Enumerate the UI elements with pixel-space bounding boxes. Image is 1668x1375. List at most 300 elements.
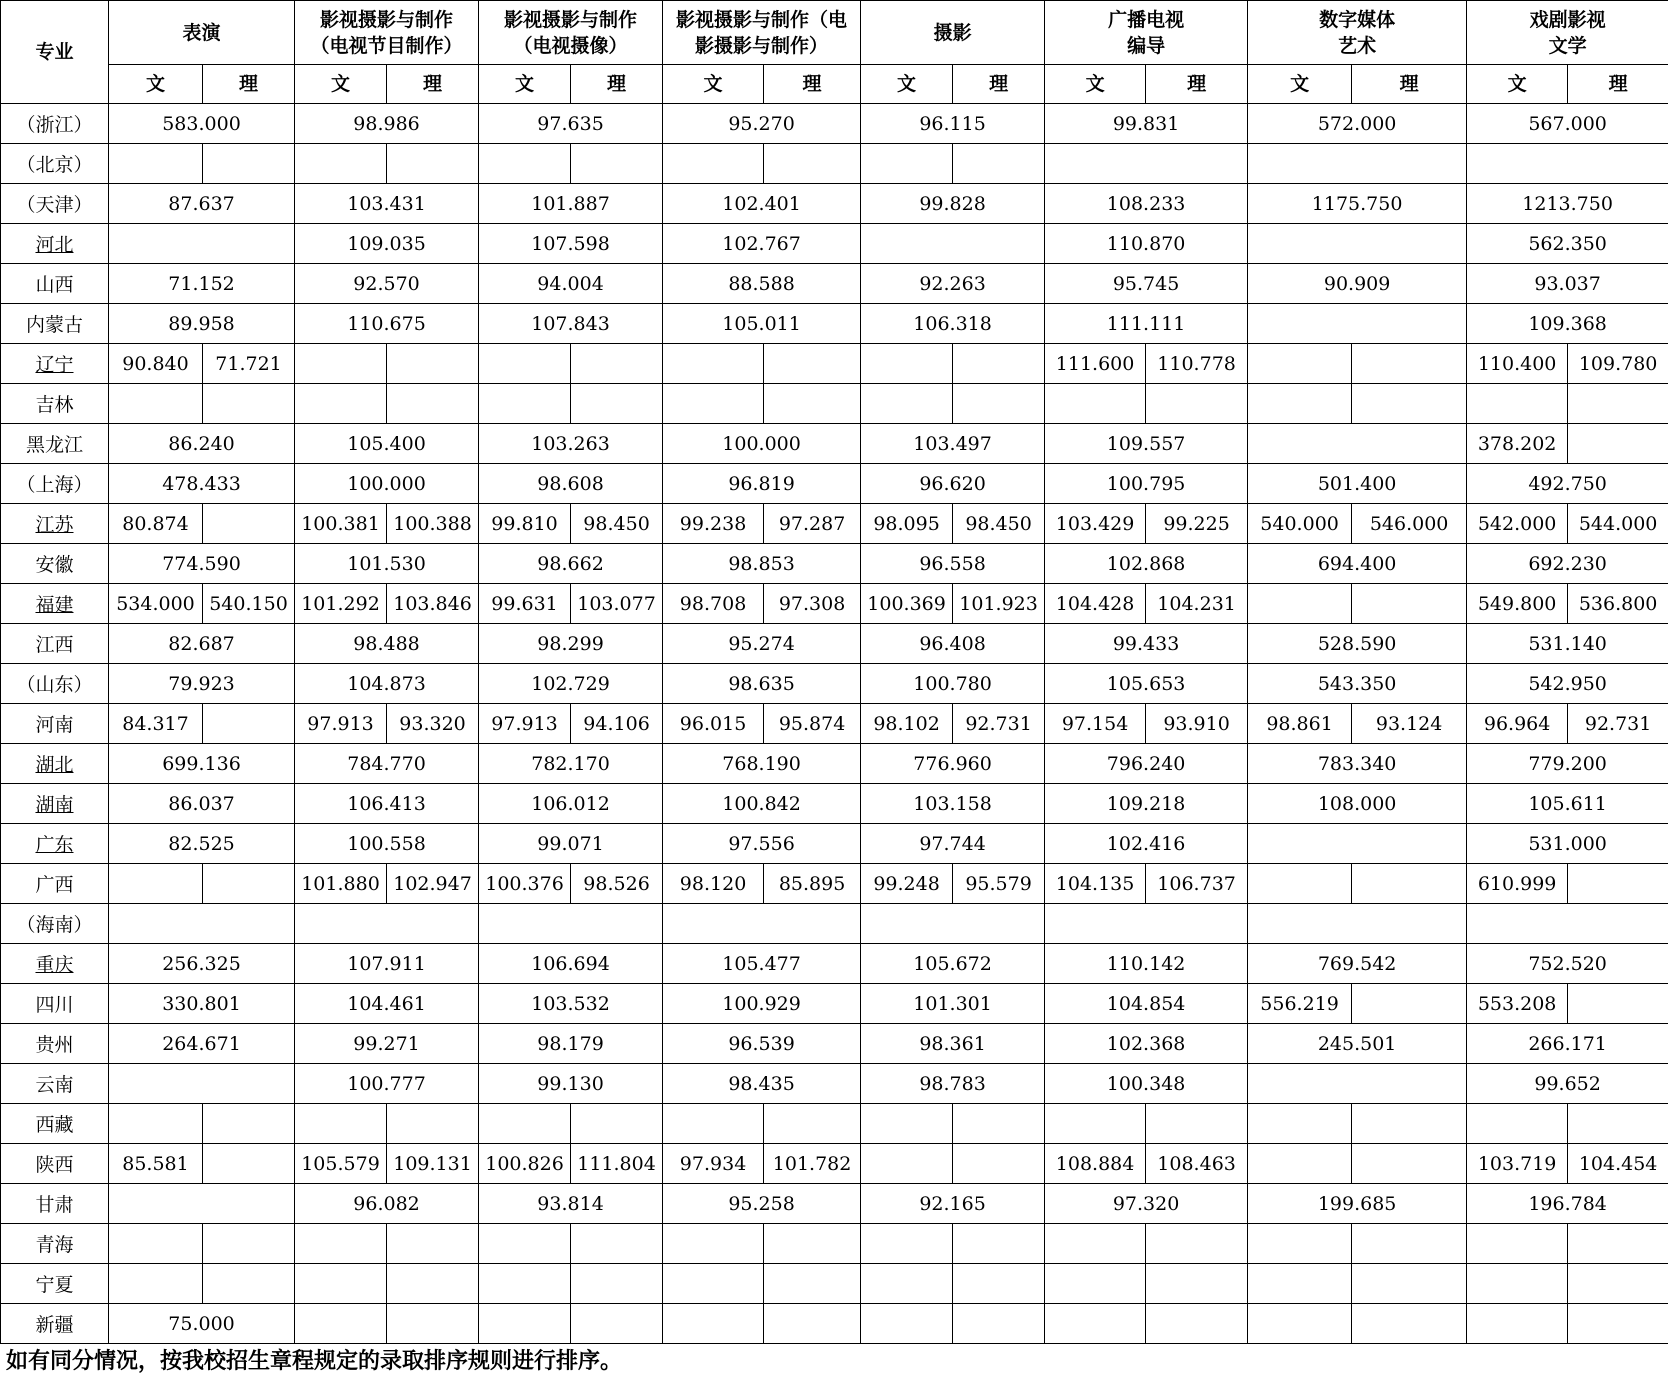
score-cell-merged <box>663 904 861 944</box>
score-cell-li <box>203 1144 295 1184</box>
province-label: 安徽 <box>35 554 74 576</box>
table-row <box>1 504 1668 544</box>
score-cell-wen: 85.581 <box>109 1144 203 1184</box>
score-cell-wen: 98.708 <box>663 584 764 624</box>
score-cell-wen: 97.154 <box>1045 704 1146 744</box>
score-cell-merged <box>861 904 1045 944</box>
score-cell-wen <box>1045 1224 1146 1264</box>
score-cell-wen <box>663 1304 764 1344</box>
province-cell <box>1 1024 109 1064</box>
province-cell <box>1 184 109 224</box>
score-cell-merged: 96.620 <box>861 464 1045 504</box>
score-cell-li: 98.450 <box>953 504 1045 544</box>
score-cell-li <box>571 1304 663 1344</box>
table-row <box>1 464 1668 504</box>
score-cell-merged: 783.340 <box>1248 744 1467 784</box>
score-cell-li <box>1352 344 1467 384</box>
province-cell <box>1 544 109 584</box>
score-cell-merged: 82.525 <box>109 824 295 864</box>
score-cell-merged: 264.671 <box>109 1024 295 1064</box>
score-cell-merged: 101.530 <box>295 544 479 584</box>
score-cell-li <box>1568 984 1668 1024</box>
score-cell-merged: 97.556 <box>663 824 861 864</box>
score-cell-li <box>1568 384 1668 424</box>
score-cell-merged: 106.413 <box>295 784 479 824</box>
score-cell-li <box>1568 1104 1668 1144</box>
province-label: （天津） <box>16 194 93 216</box>
score-cell-li <box>387 1304 479 1344</box>
score-cell-li <box>1146 1104 1248 1144</box>
province-label: 四川 <box>35 994 74 1016</box>
province-label: 吉林 <box>35 394 74 416</box>
score-cell-li: 98.450 <box>571 504 663 544</box>
score-cell-li <box>953 1224 1045 1264</box>
table-row <box>1 184 1668 224</box>
score-cell-li <box>203 384 295 424</box>
province-cell <box>1 144 109 184</box>
score-cell-merged: 100.842 <box>663 784 861 824</box>
province-label: 江西 <box>35 634 74 656</box>
li-header: 理 <box>571 65 663 104</box>
score-cell-wen <box>1467 1104 1568 1144</box>
score-cell-li <box>1352 864 1467 904</box>
score-cell-merged: 82.687 <box>109 624 295 664</box>
table-row <box>1 664 1668 704</box>
province-cell <box>1 424 109 464</box>
score-cell-merged: 110.870 <box>1045 224 1248 264</box>
score-cell-wen: 98.861 <box>1248 704 1352 744</box>
province-cell <box>1 824 109 864</box>
score-cell-li <box>764 1104 861 1144</box>
province-label: 山西 <box>35 274 74 296</box>
score-cell-li <box>1568 1224 1668 1264</box>
wen-header: 文 <box>109 65 203 104</box>
score-cell-merged: 102.868 <box>1045 544 1248 584</box>
score-cell-merged <box>1248 144 1467 184</box>
score-cell-merged: 108.000 <box>1248 784 1467 824</box>
score-cell-li: 109.131 <box>387 1144 479 1184</box>
score-cell-li: 95.874 <box>764 704 861 744</box>
score-cell-merged: 106.694 <box>479 944 663 984</box>
score-cell-merged: 75.000 <box>109 1304 295 1344</box>
score-cell-merged <box>109 1184 295 1224</box>
score-cell-merged: 101.301 <box>861 984 1045 1024</box>
province-cell <box>1 584 109 624</box>
score-cell-merged <box>1045 904 1248 944</box>
score-cell-merged: 98.783 <box>861 1064 1045 1104</box>
score-cell-wen <box>1248 1304 1352 1344</box>
score-cell-merged: 93.037 <box>1467 264 1668 304</box>
score-cell-wen: 98.102 <box>861 704 953 744</box>
score-cell-li <box>1352 584 1467 624</box>
score-cell-li <box>1352 1304 1467 1344</box>
score-cell-wen <box>663 384 764 424</box>
table-row <box>1 864 1668 904</box>
score-cell-li <box>764 1224 861 1264</box>
score-cell-merged: 103.497 <box>861 424 1045 464</box>
score-cell-merged: 784.770 <box>295 744 479 784</box>
province-label: 陕西 <box>35 1154 74 1176</box>
major-header: 戏剧影视 文学 <box>1467 1 1668 65</box>
score-cell-wen <box>479 1304 571 1344</box>
score-cell-wen: 99.631 <box>479 584 571 624</box>
table-row <box>1 824 1668 864</box>
li-header: 理 <box>203 65 295 104</box>
province-label: 云南 <box>35 1074 74 1096</box>
score-cell-merged: 1213.750 <box>1467 184 1668 224</box>
score-cell-merged: 98.608 <box>479 464 663 504</box>
score-cell-wen <box>663 1264 764 1304</box>
score-cell-li <box>387 344 479 384</box>
table-row <box>1 104 1668 144</box>
score-cell-merged: 95.270 <box>663 104 861 144</box>
province-label: （海南） <box>16 914 93 936</box>
score-cell-wen: 378.202 <box>1467 424 1568 464</box>
score-cell-merged: 199.685 <box>1248 1184 1467 1224</box>
province-cell <box>1 1184 109 1224</box>
score-cell-merged: 106.012 <box>479 784 663 824</box>
province-label: 青海 <box>35 1234 74 1256</box>
table-row <box>1 784 1668 824</box>
table-row <box>1 1184 1668 1224</box>
province-cell <box>1 464 109 504</box>
score-cell-wen: 84.317 <box>109 704 203 744</box>
li-header: 理 <box>387 65 479 104</box>
table-row <box>1 904 1668 944</box>
score-cell-merged: 501.400 <box>1248 464 1467 504</box>
table-row <box>1 344 1668 384</box>
score-cell-li <box>571 1224 663 1264</box>
score-cell-wen <box>295 1104 387 1144</box>
score-cell-li <box>203 1224 295 1264</box>
score-cell-merged: 103.532 <box>479 984 663 1024</box>
province-cell <box>1 784 109 824</box>
score-cell-merged: 567.000 <box>1467 104 1668 144</box>
score-cell-wen <box>1045 384 1146 424</box>
wen-header: 文 <box>1467 65 1568 104</box>
table-row <box>1 1144 1668 1184</box>
score-cell-merged <box>1248 424 1467 464</box>
score-cell-li <box>764 384 861 424</box>
score-cell-wen: 549.800 <box>1467 584 1568 624</box>
score-cell-wen <box>109 864 203 904</box>
score-cell-li <box>571 1264 663 1304</box>
score-cell-merged: 105.477 <box>663 944 861 984</box>
score-cell-li: 544.000 <box>1568 504 1668 544</box>
score-cell-li: 97.287 <box>764 504 861 544</box>
score-cell-merged: 105.400 <box>295 424 479 464</box>
table-row <box>1 1304 1668 1344</box>
table-row <box>1 704 1668 744</box>
score-cell-merged: 109.368 <box>1467 304 1668 344</box>
li-header: 理 <box>953 65 1045 104</box>
province-cell <box>1 904 109 944</box>
score-cell-merged: 99.652 <box>1467 1064 1668 1104</box>
score-cell-li <box>953 1264 1045 1304</box>
score-cell-merged <box>1248 304 1467 344</box>
score-cell-merged: 99.433 <box>1045 624 1248 664</box>
score-cell-merged: 109.035 <box>295 224 479 264</box>
score-cell-li <box>387 384 479 424</box>
score-cell-merged: 92.263 <box>861 264 1045 304</box>
score-cell-li: 540.150 <box>203 584 295 624</box>
score-cell-merged <box>1248 224 1467 264</box>
score-cell-merged: 102.729 <box>479 664 663 704</box>
table-row <box>1 1024 1668 1064</box>
score-cell-merged: 96.558 <box>861 544 1045 584</box>
score-cell-merged: 478.433 <box>109 464 295 504</box>
province-cell <box>1 664 109 704</box>
score-cell-wen: 103.719 <box>1467 1144 1568 1184</box>
score-cell-li <box>1352 1224 1467 1264</box>
score-cell-li: 108.463 <box>1146 1144 1248 1184</box>
score-cell-wen: 80.874 <box>109 504 203 544</box>
score-cell-merged: 98.299 <box>479 624 663 664</box>
table-row <box>1 224 1668 264</box>
score-cell-wen <box>479 144 571 184</box>
score-cell-li <box>953 344 1045 384</box>
score-cell-merged: 572.000 <box>1248 104 1467 144</box>
score-cell-merged <box>1248 1064 1467 1104</box>
score-cell-merged: 88.588 <box>663 264 861 304</box>
score-cell-li: 71.721 <box>203 344 295 384</box>
major-header: 广播电视 编导 <box>1045 1 1248 65</box>
score-cell-merged: 105.672 <box>861 944 1045 984</box>
table-row <box>1 544 1668 584</box>
province-label: 湖北 <box>35 754 74 776</box>
score-cell-merged <box>1045 144 1248 184</box>
score-cell-li: 101.923 <box>953 584 1045 624</box>
score-cell-wen <box>109 1104 203 1144</box>
score-cell-merged: 245.501 <box>1248 1024 1467 1064</box>
score-cell-merged: 95.745 <box>1045 264 1248 304</box>
score-cell-merged: 330.801 <box>109 984 295 1024</box>
score-cell-merged: 86.240 <box>109 424 295 464</box>
score-cell-wen <box>295 384 387 424</box>
province-label: 广东 <box>35 834 74 856</box>
score-cell-wen: 101.292 <box>295 584 387 624</box>
score-cell-merged: 102.767 <box>663 224 861 264</box>
province-cell <box>1 1064 109 1104</box>
score-cell-merged: 95.258 <box>663 1184 861 1224</box>
score-cell-merged: 93.814 <box>479 1184 663 1224</box>
province-label: 新疆 <box>35 1314 74 1336</box>
score-cell-merged: 102.416 <box>1045 824 1248 864</box>
province-label: 黑龙江 <box>25 434 83 456</box>
score-cell-wen: 97.913 <box>295 704 387 744</box>
score-cell-merged: 105.011 <box>663 304 861 344</box>
score-cell-merged: 779.200 <box>1467 744 1668 784</box>
score-cell-merged <box>1467 904 1668 944</box>
major-header: 数字媒体 艺术 <box>1248 1 1467 65</box>
province-cell <box>1 304 109 344</box>
score-cell-wen <box>295 144 387 184</box>
score-cell-wen: 90.840 <box>109 344 203 384</box>
score-cell-merged: 256.325 <box>109 944 295 984</box>
province-cell <box>1 624 109 664</box>
score-cell-wen: 96.964 <box>1467 704 1568 744</box>
score-cell-merged <box>1467 144 1668 184</box>
score-cell-merged: 100.780 <box>861 664 1045 704</box>
score-cell-wen: 100.369 <box>861 584 953 624</box>
table-row <box>1 1264 1668 1304</box>
score-table-body <box>1 104 1668 1344</box>
province-cell <box>1 984 109 1024</box>
score-cell-wen <box>1467 384 1568 424</box>
score-cell-merged: 105.653 <box>1045 664 1248 704</box>
major-header: 影视摄影与制作（电 影摄影与制作） <box>663 1 861 65</box>
header-row-majors <box>1 1 1668 65</box>
score-cell-li: 93.910 <box>1146 704 1248 744</box>
score-cell-merged: 79.923 <box>109 664 295 704</box>
score-cell-li: 99.225 <box>1146 504 1248 544</box>
score-cell-li <box>1352 1104 1467 1144</box>
score-cell-wen: 610.999 <box>1467 864 1568 904</box>
province-cell <box>1 224 109 264</box>
score-cell-merged: 97.744 <box>861 824 1045 864</box>
score-cell-wen <box>109 1264 203 1304</box>
score-cell-merged: 98.986 <box>295 104 479 144</box>
score-cell-merged: 1175.750 <box>1248 184 1467 224</box>
score-cell-wen <box>1248 1144 1352 1184</box>
score-cell-wen: 105.579 <box>295 1144 387 1184</box>
score-cell-wen <box>1248 1104 1352 1144</box>
score-cell-li <box>387 1104 479 1144</box>
score-cell-wen <box>861 1144 953 1184</box>
score-cell-merged: 99.828 <box>861 184 1045 224</box>
province-cell <box>1 864 109 904</box>
score-cell-merged: 104.873 <box>295 664 479 704</box>
footnote: 如有同分情况，按我校招生章程规定的录取排序规则进行排序。 <box>6 1348 623 1374</box>
score-cell-merged: 796.240 <box>1045 744 1248 784</box>
score-cell-wen <box>1248 1264 1352 1304</box>
score-cell-li <box>571 1104 663 1144</box>
score-cell-merged: 95.274 <box>663 624 861 664</box>
province-label: （山东） <box>16 674 93 696</box>
score-cell-wen <box>1248 1224 1352 1264</box>
score-cell-wen <box>1467 1224 1568 1264</box>
score-cell-wen <box>479 344 571 384</box>
province-label: 宁夏 <box>35 1274 74 1296</box>
province-label: 重庆 <box>35 954 74 976</box>
table-row <box>1 944 1668 984</box>
province-label: 广西 <box>35 874 74 896</box>
score-cell-wen: 99.810 <box>479 504 571 544</box>
score-cell-wen <box>479 1264 571 1304</box>
score-cell-wen <box>1248 864 1352 904</box>
score-cell-merged: 98.488 <box>295 624 479 664</box>
score-cell-wen <box>861 344 953 384</box>
score-cell-merged: 100.558 <box>295 824 479 864</box>
score-cell-wen <box>295 1224 387 1264</box>
score-cell-merged: 492.750 <box>1467 464 1668 504</box>
score-cell-wen <box>861 1104 953 1144</box>
table-row <box>1 424 1668 464</box>
province-label: 福建 <box>35 594 74 616</box>
table-row <box>1 624 1668 664</box>
major-header: 影视摄影与制作 （电视节目制作） <box>295 1 479 65</box>
wen-header: 文 <box>295 65 387 104</box>
score-cell-merged: 98.662 <box>479 544 663 584</box>
score-cell-merged: 543.350 <box>1248 664 1467 704</box>
wen-header: 文 <box>1248 65 1352 104</box>
score-cell-merged: 105.611 <box>1467 784 1668 824</box>
province-label: （浙江） <box>16 114 93 136</box>
score-cell-wen <box>663 1224 764 1264</box>
score-cell-merged: 87.637 <box>109 184 295 224</box>
score-cell-merged: 776.960 <box>861 744 1045 784</box>
score-cell-merged: 108.233 <box>1045 184 1248 224</box>
province-cell <box>1 704 109 744</box>
province-cell <box>1 1144 109 1184</box>
province-label: 辽宁 <box>35 354 74 376</box>
score-cell-wen <box>109 144 203 184</box>
score-cell-merged: 102.401 <box>663 184 861 224</box>
score-cell-merged: 542.950 <box>1467 664 1668 704</box>
score-cell-merged: 100.795 <box>1045 464 1248 504</box>
score-cell-merged: 98.635 <box>663 664 861 704</box>
score-cell-merged: 92.570 <box>295 264 479 304</box>
score-cell-merged: 266.171 <box>1467 1024 1668 1064</box>
score-cell-merged: 768.190 <box>663 744 861 784</box>
score-cell-li <box>764 344 861 384</box>
province-label: 湖南 <box>35 794 74 816</box>
table-row <box>1 144 1668 184</box>
province-cell <box>1 384 109 424</box>
score-cell-merged: 99.831 <box>1045 104 1248 144</box>
score-cell-merged: 97.635 <box>479 104 663 144</box>
score-cell-li: 92.731 <box>953 704 1045 744</box>
score-cell-li: 92.731 <box>1568 704 1668 744</box>
major-header: 表演 <box>109 1 295 65</box>
province-cell <box>1 744 109 784</box>
score-cell-merged: 71.152 <box>109 264 295 304</box>
score-cell-merged: 97.320 <box>1045 1184 1248 1224</box>
score-cell-wen <box>1467 1264 1568 1304</box>
score-cell-li <box>571 384 663 424</box>
score-cell-merged <box>295 904 479 944</box>
score-cell-merged: 694.400 <box>1248 544 1467 584</box>
score-cell-merged: 96.115 <box>861 104 1045 144</box>
score-cell-wen: 96.015 <box>663 704 764 744</box>
score-cell-merged: 96.082 <box>295 1184 479 1224</box>
major-header: 摄影 <box>861 1 1045 65</box>
province-cell <box>1 944 109 984</box>
score-cell-merged: 92.165 <box>861 1184 1045 1224</box>
score-cell-wen: 534.000 <box>109 584 203 624</box>
score-cell-merged: 769.542 <box>1248 944 1467 984</box>
score-cell-wen: 98.095 <box>861 504 953 544</box>
score-cell-li: 111.804 <box>571 1144 663 1184</box>
score-cell-wen: 103.429 <box>1045 504 1146 544</box>
score-cell-li: 98.526 <box>571 864 663 904</box>
score-cell-wen <box>479 1104 571 1144</box>
table-row <box>1 744 1668 784</box>
score-cell-li: 101.782 <box>764 1144 861 1184</box>
score-cell-merged: 104.461 <box>295 984 479 1024</box>
score-cell-merged: 699.136 <box>109 744 295 784</box>
score-cell-li: 94.106 <box>571 704 663 744</box>
score-cell-wen <box>663 1104 764 1144</box>
score-cell-li <box>764 1304 861 1344</box>
table-row <box>1 1104 1668 1144</box>
score-cell-merged <box>109 904 295 944</box>
score-cell-li: 95.579 <box>953 864 1045 904</box>
major-header-cell: 专业 <box>1 1 109 104</box>
score-cell-li: 93.124 <box>1352 704 1467 744</box>
score-cell-li <box>1352 1144 1467 1184</box>
score-cell-li: 103.077 <box>571 584 663 624</box>
